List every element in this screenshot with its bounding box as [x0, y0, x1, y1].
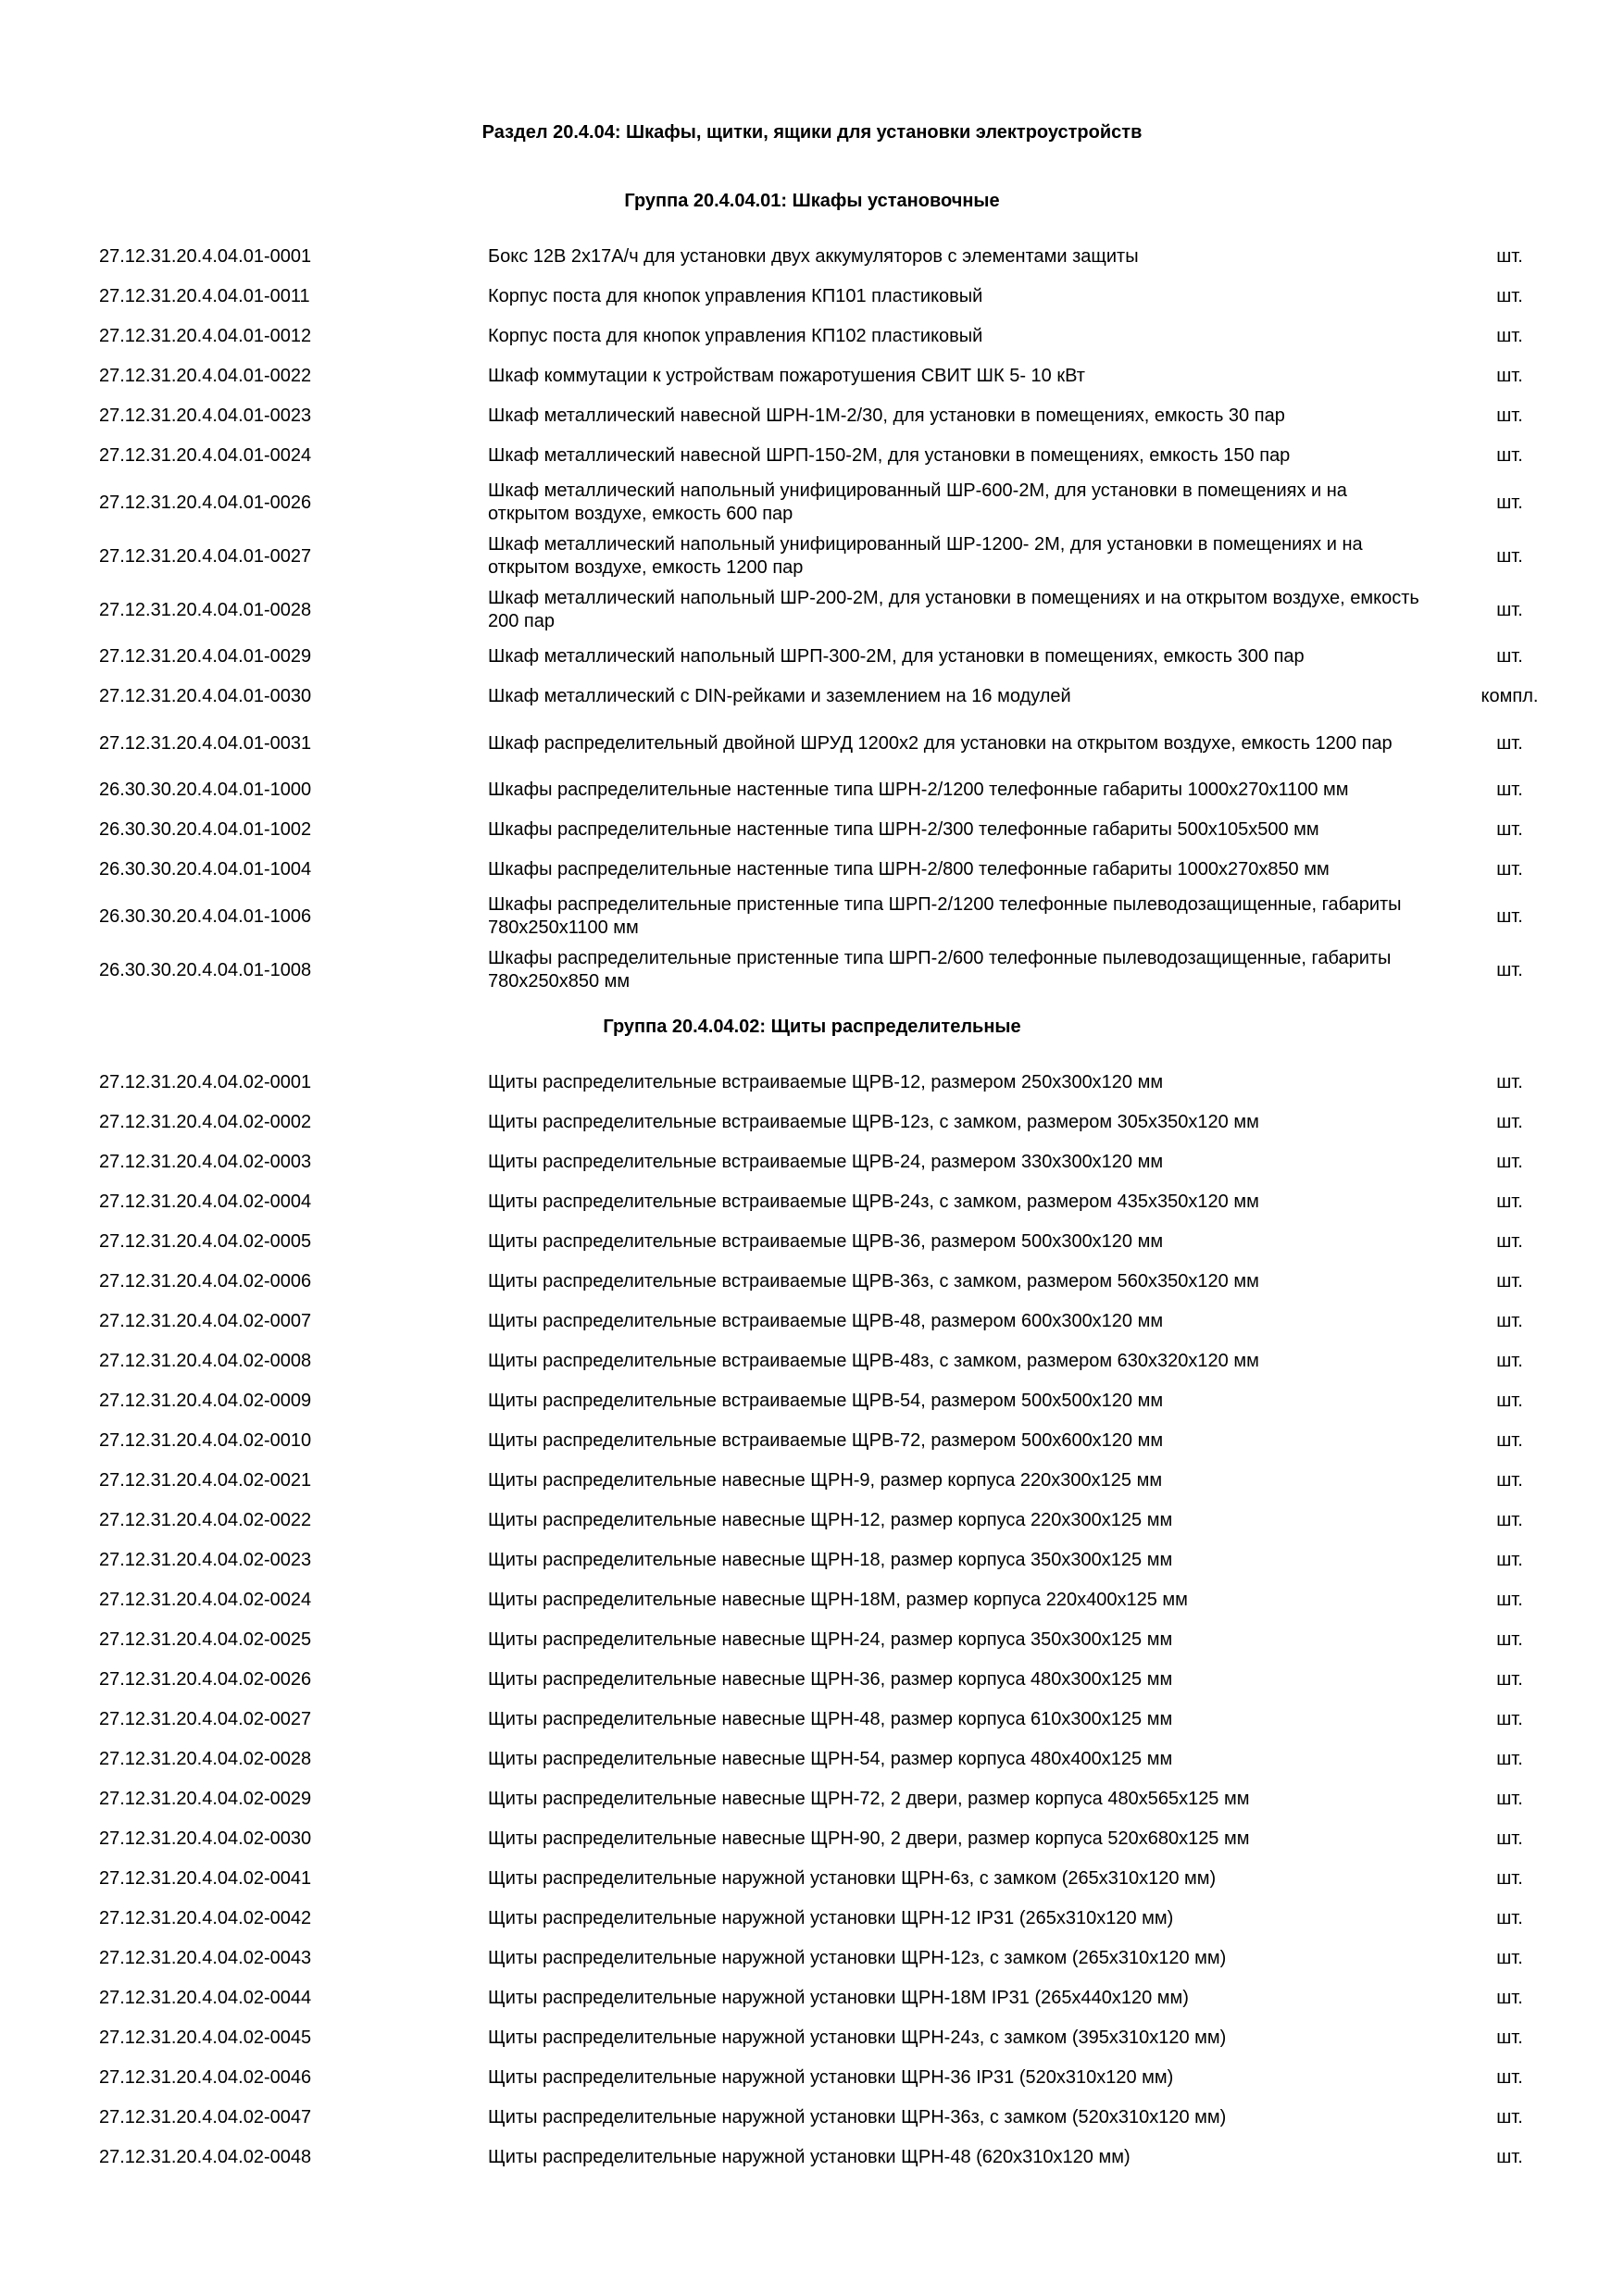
row-code: 27.12.31.20.4.04.02-0005 — [99, 1231, 312, 1252]
row-name: Шкаф металлический навесной ШРП-150-2М, для установки в помещениях, емкость 150 пар — [488, 445, 1291, 466]
table-row — [0, 436, 1624, 476]
table-row — [0, 1341, 1624, 1381]
row-name: Щиты распределительные навесные ЩРН-12, размер корпуса 220х300х125 мм — [488, 1510, 1173, 1530]
row-code: 26.30.30.20.4.04.01-1004 — [99, 859, 312, 880]
row-unit: шт. — [1496, 2107, 1523, 2128]
row-unit: шт. — [1496, 1271, 1523, 1292]
row-code: 26.30.30.20.4.04.01-1008 — [99, 959, 312, 980]
row-name: Щиты распределительные навесные ЩРН-18, размер корпуса 350х300х125 мм — [488, 1550, 1173, 1570]
table-row — [0, 1142, 1624, 1182]
row-name: Шкафы распределительные настенные типа ШРН-2/300 телефонные габариты 500х105х500 мм — [488, 819, 1319, 840]
row-code: 27.12.31.20.4.04.02-0044 — [99, 1988, 312, 2008]
table-row — [0, 2018, 1624, 2058]
row-code: 27.12.31.20.4.04.02-0006 — [99, 1271, 312, 1292]
row-unit: шт. — [1496, 1231, 1523, 1252]
row-name: Щиты распределительные наружной установки ЩРН-12з, с замком (265х310х120 мм) — [488, 1948, 1227, 1968]
row-unit: шт. — [1496, 286, 1523, 306]
row-unit: шт. — [1496, 246, 1523, 267]
row-unit: шт. — [1496, 1072, 1523, 1092]
table-row — [0, 1580, 1624, 1620]
row-unit: шт. — [1496, 1828, 1523, 1849]
row-unit: шт. — [1496, 445, 1523, 466]
row-unit: шт. — [1496, 599, 1523, 620]
row-code: 27.12.31.20.4.04.02-0030 — [99, 1828, 312, 1849]
table-row — [0, 1859, 1624, 1899]
row-unit: шт. — [1496, 1908, 1523, 1928]
row-name: Шкаф металлический напольный ШР-200-2М, для установки в помещениях и на открытом воздухе, емкость 200 пар — [488, 588, 1419, 631]
row-unit: шт. — [1496, 1510, 1523, 1530]
row-name: Щиты распределительные навесные ЩРН-90, 2 двери, размер корпуса 520х680х125 мм — [488, 1828, 1250, 1849]
table-row — [0, 2058, 1624, 2098]
row-name: Щиты распределительные навесные ЩРН-9, размер корпуса 220х300х125 мм — [488, 1470, 1163, 1491]
table-row — [0, 583, 1624, 637]
row-code: 27.12.31.20.4.04.02-0043 — [99, 1948, 312, 1968]
row-unit: компл. — [1480, 686, 1539, 706]
table-row — [0, 476, 1624, 530]
table-row — [0, 1779, 1624, 1819]
row-code: 27.12.31.20.4.04.01-0028 — [99, 599, 312, 620]
table-row — [0, 637, 1624, 677]
group-title-20-4-04-02: Группа 20.4.04.02: Щиты распределительные — [603, 1017, 1021, 1037]
row-code: 27.12.31.20.4.04.01-0026 — [99, 492, 312, 513]
row-name: Щиты распределительные навесные ЩРН-18М, размер корпуса 220х400х125 мм — [488, 1590, 1188, 1610]
row-name: Щиты распределительные наружной установки ЩРН-36з, с замком (520х310х120 мм) — [488, 2107, 1227, 2128]
row-code: 27.12.31.20.4.04.02-0009 — [99, 1391, 312, 1411]
row-unit: шт. — [1496, 905, 1523, 927]
row-name: Щиты распределительные наружной установки ЩРН-36 IP31 (520х310х120 мм) — [488, 2067, 1174, 2088]
row-code: 27.12.31.20.4.04.02-0003 — [99, 1152, 312, 1172]
group-rows-20-4-04-01 — [0, 237, 1624, 997]
group-title-20-4-04-01: Группа 20.4.04.01: Шкафы установочные — [624, 191, 1000, 211]
row-code: 26.30.30.20.4.04.01-1002 — [99, 819, 312, 840]
table-row — [0, 890, 1624, 943]
row-code: 27.12.31.20.4.04.02-0028 — [99, 1749, 312, 1769]
table-row — [0, 1541, 1624, 1580]
row-code: 27.12.31.20.4.04.01-0030 — [99, 686, 312, 706]
row-code: 27.12.31.20.4.04.02-0024 — [99, 1590, 312, 1610]
table-row — [0, 1899, 1624, 1939]
row-unit: шт. — [1496, 959, 1523, 980]
row-unit: шт. — [1496, 492, 1523, 513]
row-code: 27.12.31.20.4.04.01-0023 — [99, 406, 312, 426]
row-unit: шт. — [1496, 1629, 1523, 1650]
row-name: Щиты распределительные наружной установки ЩРН-48 (620х310х120 мм) — [488, 2147, 1131, 2167]
row-unit: шт. — [1496, 1669, 1523, 1690]
group-rows-20-4-04-02 — [0, 1063, 1624, 2177]
table-row — [0, 1103, 1624, 1142]
row-name: Щиты распределительные встраиваемые ЩРВ-36з, с замком, размером 560х350х120 мм — [488, 1271, 1259, 1292]
row-name: Щиты распределительные встраиваемые ЩРВ-24з, с замком, размером 435х350х120 мм — [488, 1192, 1259, 1212]
row-unit: шт. — [1496, 1709, 1523, 1729]
table-row — [0, 356, 1624, 396]
row-name: Щиты распределительные наружной установки ЩРН-18М IP31 (265х440х120 мм) — [488, 1988, 1189, 2008]
table-row — [0, 530, 1624, 583]
row-code: 27.12.31.20.4.04.02-0010 — [99, 1430, 312, 1451]
table-row — [0, 396, 1624, 436]
row-unit: шт. — [1496, 1152, 1523, 1172]
table-row — [0, 1660, 1624, 1700]
row-code: 26.30.30.20.4.04.01-1006 — [99, 905, 312, 927]
table-row — [0, 277, 1624, 317]
row-name: Щиты распределительные навесные ЩРН-72, 2 двери, размер корпуса 480х565х125 мм — [488, 1789, 1250, 1809]
table-row — [0, 1620, 1624, 1660]
row-name: Щиты распределительные встраиваемые ЩРВ-24, размером 330х300х120 мм — [488, 1152, 1164, 1172]
row-unit: шт. — [1496, 780, 1523, 800]
row-name: Щиты распределительные навесные ЩРН-36, размер корпуса 480х300х125 мм — [488, 1669, 1173, 1690]
row-name: Щиты распределительные встраиваемые ЩРВ-54, размером 500х500х120 мм — [488, 1391, 1164, 1411]
table-row — [0, 1381, 1624, 1421]
row-code: 27.12.31.20.4.04.01-0024 — [99, 445, 312, 466]
section-title: Раздел 20.4.04: Шкафы, щитки, ящики для установки электроустройств — [481, 122, 1143, 143]
row-code: 27.12.31.20.4.04.02-0004 — [99, 1192, 312, 1212]
row-name: Щиты распределительные наружной установки ЩРН-24з, с замком (395х310х120 мм) — [488, 2028, 1227, 2048]
row-unit: шт. — [1496, 406, 1523, 426]
row-name: Щиты распределительные встраиваемые ЩРВ-36, размером 500х300х120 мм — [488, 1231, 1164, 1252]
row-unit: шт. — [1496, 1789, 1523, 1809]
table-row — [0, 1262, 1624, 1302]
row-code: 27.12.31.20.4.04.01-0022 — [99, 366, 312, 386]
row-code: 27.12.31.20.4.04.01-0031 — [99, 732, 312, 754]
row-name: Щиты распределительные навесные ЩРН-54, размер корпуса 480х400х125 мм — [488, 1749, 1173, 1769]
row-code: 27.12.31.20.4.04.02-0008 — [99, 1351, 312, 1371]
table-row — [0, 1182, 1624, 1222]
row-code: 27.12.31.20.4.04.02-0045 — [99, 2028, 312, 2048]
row-unit: шт. — [1496, 1311, 1523, 1331]
row-unit: шт. — [1496, 1470, 1523, 1491]
row-name: Щиты распределительные наружной установки ЩРН-6з, с замком (265х310х120 мм) — [488, 1868, 1217, 1889]
row-name: Шкаф металлический навесной ШРН-1М-2/30, для установки в помещениях, емкость 30 пар — [488, 406, 1285, 426]
row-code: 27.12.31.20.4.04.02-0023 — [99, 1550, 312, 1570]
row-code: 27.12.31.20.4.04.02-0001 — [99, 1072, 312, 1092]
table-row — [0, 850, 1624, 890]
row-code: 27.12.31.20.4.04.02-0027 — [99, 1709, 312, 1729]
row-unit: шт. — [1496, 732, 1523, 754]
row-name: Щиты распределительные встраиваемые ЩРВ-48, размером 600х300х120 мм — [488, 1311, 1164, 1331]
row-unit: шт. — [1496, 1749, 1523, 1769]
table-row — [0, 1421, 1624, 1461]
row-code: 27.12.31.20.4.04.02-0042 — [99, 1908, 312, 1928]
row-name: Щиты распределительные встраиваемые ЩРВ-48з, с замком, размером 630х320х120 мм — [488, 1351, 1259, 1371]
table-row — [0, 2138, 1624, 2177]
row-code: 27.12.31.20.4.04.02-0026 — [99, 1669, 312, 1690]
table-row — [0, 237, 1624, 277]
table-row — [0, 1740, 1624, 1779]
row-name: Щиты распределительные наружной установки ЩРН-12 IP31 (265х310х120 мм) — [488, 1908, 1174, 1928]
table-row — [0, 1700, 1624, 1740]
row-unit: шт. — [1496, 1868, 1523, 1889]
row-code: 27.12.31.20.4.04.02-0048 — [99, 2147, 312, 2167]
table-row — [0, 677, 1624, 717]
row-name: Шкаф распределительный двойной ШРУД 1200х2 для установки на открытом воздухе, емкость 1200 пар — [488, 732, 1393, 754]
row-name: Шкаф металлический напольный унифицированный ШР-1200- 2М, для установки в помещениях и на открытом воздухе, емкость 1200 пар — [488, 534, 1363, 578]
row-name: Шкаф металлический напольный ШРП-300-2М, для установки в помещениях, емкость 300 пар — [488, 646, 1305, 667]
row-code: 27.12.31.20.4.04.02-0002 — [99, 1112, 312, 1132]
row-code: 27.12.31.20.4.04.01-0029 — [99, 646, 312, 667]
row-name: Щиты распределительные встраиваемые ЩРВ-12з, с замком, размером 305х350х120 мм — [488, 1112, 1259, 1132]
row-unit: шт. — [1496, 2067, 1523, 2088]
row-unit: шт. — [1496, 1430, 1523, 1451]
row-code: 27.12.31.20.4.04.02-0041 — [99, 1868, 312, 1889]
row-unit: шт. — [1496, 819, 1523, 840]
row-unit: шт. — [1496, 859, 1523, 880]
table-row — [0, 1302, 1624, 1341]
row-name: Корпус поста для кнопок управления КП102 пластиковый — [488, 326, 983, 346]
row-name: Шкаф металлический напольный унифицированный ШР-600-2М, для установки в помещениях и на открытом воздухе, емкость 600 пар — [488, 480, 1347, 524]
row-name: Щиты распределительные встраиваемые ЩРВ-72, размером 500х600х120 мм — [488, 1430, 1164, 1451]
row-code: 27.12.31.20.4.04.02-0021 — [99, 1470, 312, 1491]
row-code: 27.12.31.20.4.04.02-0029 — [99, 1789, 312, 1809]
table-row — [0, 1461, 1624, 1501]
row-name: Шкафы распределительные настенные типа ШРН-2/1200 телефонные габариты 1000х270х1100 мм — [488, 780, 1349, 800]
row-code: 27.12.31.20.4.04.02-0025 — [99, 1629, 312, 1650]
table-row — [0, 1222, 1624, 1262]
table-row — [0, 943, 1624, 997]
table-row — [0, 810, 1624, 850]
row-code: 27.12.31.20.4.04.01-0011 — [99, 286, 310, 306]
row-name: Щиты распределительные навесные ЩРН-48, размер корпуса 610х300х125 мм — [488, 1709, 1173, 1729]
row-unit: шт. — [1496, 1948, 1523, 1968]
row-code: 26.30.30.20.4.04.01-1000 — [99, 780, 312, 800]
row-unit: шт. — [1496, 1590, 1523, 1610]
row-name: Шкаф металлический с DIN-рейками и заземлением на 16 модулей — [488, 686, 1071, 706]
row-name: Шкафы распределительные настенные типа ШРН-2/800 телефонные габариты 1000х270х850 мм — [488, 859, 1330, 880]
row-name: Щиты распределительные встраиваемые ЩРВ-12, размером 250х300х120 мм — [488, 1072, 1164, 1092]
row-name: Шкафы распределительные пристенные типа ШРП-2/1200 телефонные пылеводозащищенные, габариты 780х250х1100 мм — [488, 894, 1402, 938]
row-name: Шкафы распределительные пристенные типа ШРП-2/600 телефонные пылеводозащищенные, габариты 780х250х850 мм — [488, 948, 1392, 992]
row-unit: шт. — [1496, 366, 1523, 386]
table-row — [0, 717, 1624, 770]
table-row — [0, 770, 1624, 810]
row-unit: шт. — [1496, 326, 1523, 346]
row-name: Щиты распределительные навесные ЩРН-24, размер корпуса 350х300х125 мм — [488, 1629, 1173, 1650]
row-code: 27.12.31.20.4.04.01-0001 — [99, 246, 312, 267]
row-code: 27.12.31.20.4.04.02-0047 — [99, 2107, 312, 2128]
row-name: Шкаф коммутации к устройствам пожаротушения СВИТ ШК 5- 10 кВт — [488, 366, 1085, 386]
row-unit: шт. — [1496, 2147, 1523, 2167]
row-unit: шт. — [1496, 2028, 1523, 2048]
row-unit: шт. — [1496, 1192, 1523, 1212]
row-unit: шт. — [1496, 646, 1523, 667]
row-unit: шт. — [1496, 1550, 1523, 1570]
table-row — [0, 317, 1624, 356]
row-unit: шт. — [1496, 1988, 1523, 2008]
row-code: 27.12.31.20.4.04.01-0027 — [99, 545, 312, 567]
table-row — [0, 1063, 1624, 1103]
row-name: Бокс 12В 2х17А/ч для установки двух аккумуляторов с элементами защиты — [488, 246, 1139, 267]
table-row — [0, 1819, 1624, 1859]
row-code: 27.12.31.20.4.04.01-0012 — [99, 326, 312, 346]
table-row — [0, 1978, 1624, 2018]
row-unit: шт. — [1496, 1391, 1523, 1411]
table-row — [0, 2098, 1624, 2138]
row-code: 27.12.31.20.4.04.02-0022 — [99, 1510, 312, 1530]
row-unit: шт. — [1496, 1112, 1523, 1132]
table-row — [0, 1939, 1624, 1978]
row-code: 27.12.31.20.4.04.02-0007 — [99, 1311, 312, 1331]
row-unit: шт. — [1496, 1351, 1523, 1371]
row-name: Корпус поста для кнопок управления КП101 пластиковый — [488, 286, 983, 306]
row-unit: шт. — [1496, 545, 1523, 567]
row-code: 27.12.31.20.4.04.02-0046 — [99, 2067, 312, 2088]
table-row — [0, 1501, 1624, 1541]
